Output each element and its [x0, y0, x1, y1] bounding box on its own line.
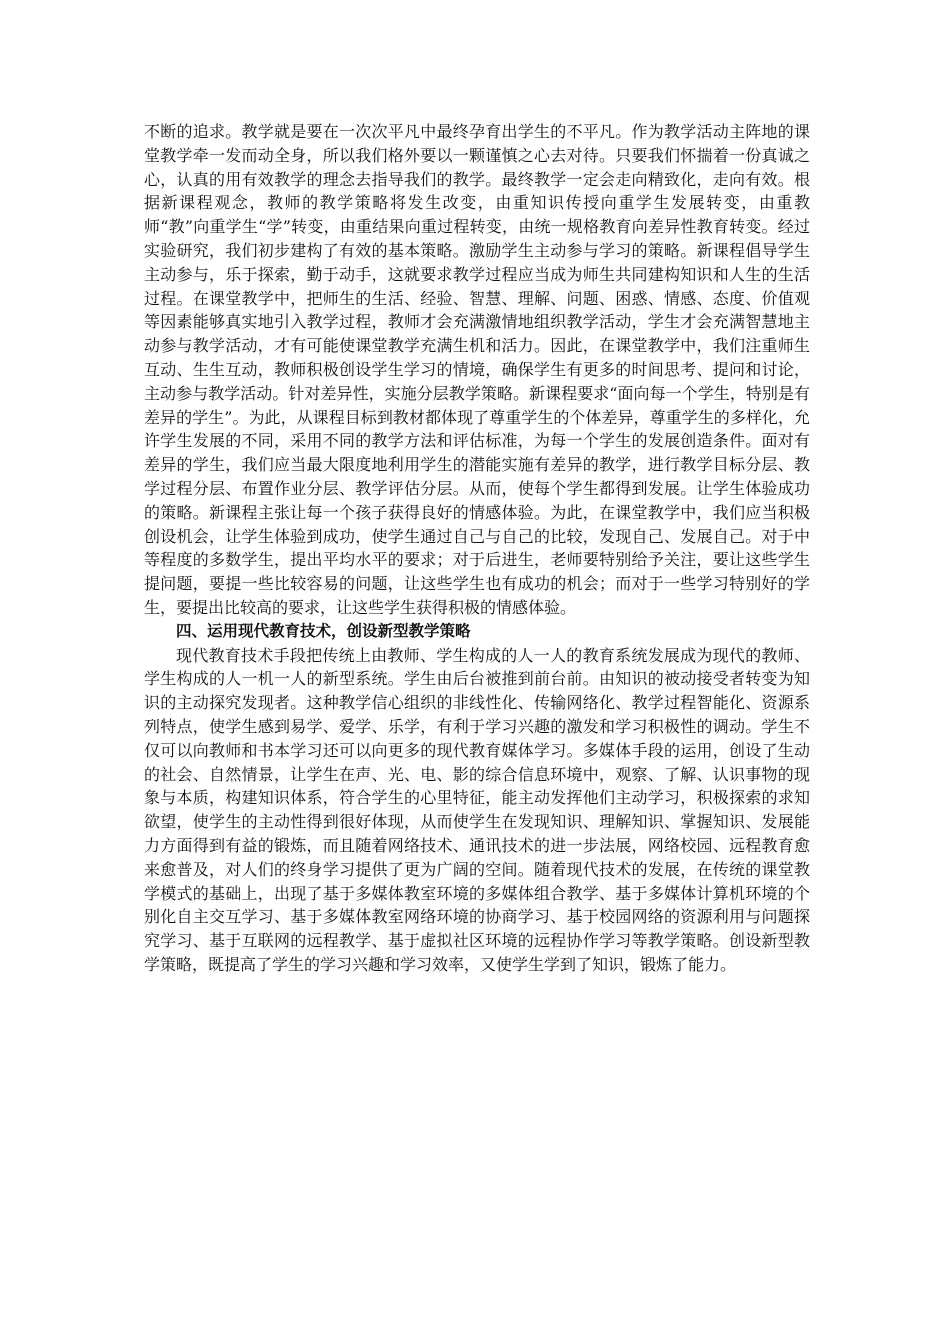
body-paragraph: 不断的追求。教学就是要在一次次平凡中最终孕育出学生的不平凡。作为教学活动主阵地的课堂教学牵一发而动全身，所以我们格外要以一颗谨慎之心去对待。只要我们怀揣着一份真诚之心，认真的用有效教学的理念去指导我们的教学。最终教学一定会走向精致化，走向有效。根据新课程观念，教师的教学策略将发生改变，由重知识传授向重学生发展转变，由重教师“教”向重学生“学”转变，由重结果向重过程转变，由统一规格教育向差异性教育转变。经过实验研究，我们初步建构了有效的基本策略。激励学生主动参与学习的策略。新课程倡导学生主动参与，乐于探索，勤于动手，这就要求教学过程应当成为师生共同建构知识和人生的生活过程。在课堂教学中，把师生的生活、经验、智慧、理解、问题、困惑、情感、态度、价值观等因素能够真实地引入教学过程，教师才会充满激情地组织教学活动，学生才会充满智慧地主动参与教学活动，才有可能使课堂教学充满生机和活力。因此，在课堂教学中，我们注重师生互动、生生互动，教师积极创设学生学习的情境，确保学生有更多的时间思考、提问和讨论，主动参与教学活动。针对差异性，实施分层教学策略。新课程要求“面向每一个学生，特别是有差异的学生”。为此，从课程目标到教材都体现了尊重学生的个体差异，尊重学生的多样化，允许学生发展的不同，采用不同的教学方法和评估标准，为每一个学生的发展创造条件。面对有差异的学生，我们应当最大限度地利用学生的潜能实施有差异的教学，进行教学目标分层、教学过程分层、布置作业分层、教学评估分层。从而，使每个学生都得到发展。让学生体验成功的策略。新课程主张让每一个孩子获得良好的情感体验。为此，在课堂教学中，我们应当积极创设机会，让学生体验到成功，使学生通过自己与自己的比较，发现自己、发展自己。对于中等程度的多数学生，提出平均水平的要求；对于后进生，老师要特别给予关注，要让这些学生提问题，要提一些比较容易的问题，让这些学生也有成功的机会；而对于一些学习特别好的学生，要提出比较高的要求，让这些学生获得积极的情感体验。 — [144, 122, 810, 617]
section-heading: 四、运用现代教育技术，创设新型教学策略 — [176, 621, 471, 640]
body-paragraph: 现代教育技术手段把传统上由教师、学生构成的人一人的教育系统发展成为现代的教师、学生构成的人一机一人的新型系统。学生由后台被推到前台前。由知识的被动接受者转变为知识的主动探究发现者。这种教学信心组织的非线性化、传输网络化、教学过程智能化、资源系列特点，使学生感到易学、爱学、乐学，有利于学习兴趣的激发和学习积极性的调动。学生不仅可以向教师和书本学习还可以向更多的现代教育媒体学习。多媒体手段的运用，创设了生动的社会、自然情景，让学生在声、光、电、影的综合信息环境中，观察、了解、认识事物的现象与本质，构建知识体系，符合学生的心里特征，能主动发挥他们主动学习，积极探索的求知欲望，使学生的主动性得到很好体现，从而使学生在发现知识、理解知识、掌握知识、发展能力方面得到有益的锻炼，而且随着网络技术、通讯技术的进一步法展，网络校园、远程教育愈来愈普及，对人们的终身学习提供了更为广阔的空间。随着现代技术的发展，在传统的课堂教学模式的基础上，出现了基于多媒体教室环境的多媒体组合教学、基于多媒体计算机环境的个别化自主交互学习、基于多媒体教室网络环境的协商学习、基于校园网络的资源利用与问题探究学习、基于互联网的远程教学、基于虚拟社区环境的远程协作学习等教学策略。创设新型教学策略，既提高了学生的学习兴趣和学习效率，又使学生学到了知识，锻炼了能力。 — [144, 645, 810, 974]
document-page — [144, 120, 810, 977]
